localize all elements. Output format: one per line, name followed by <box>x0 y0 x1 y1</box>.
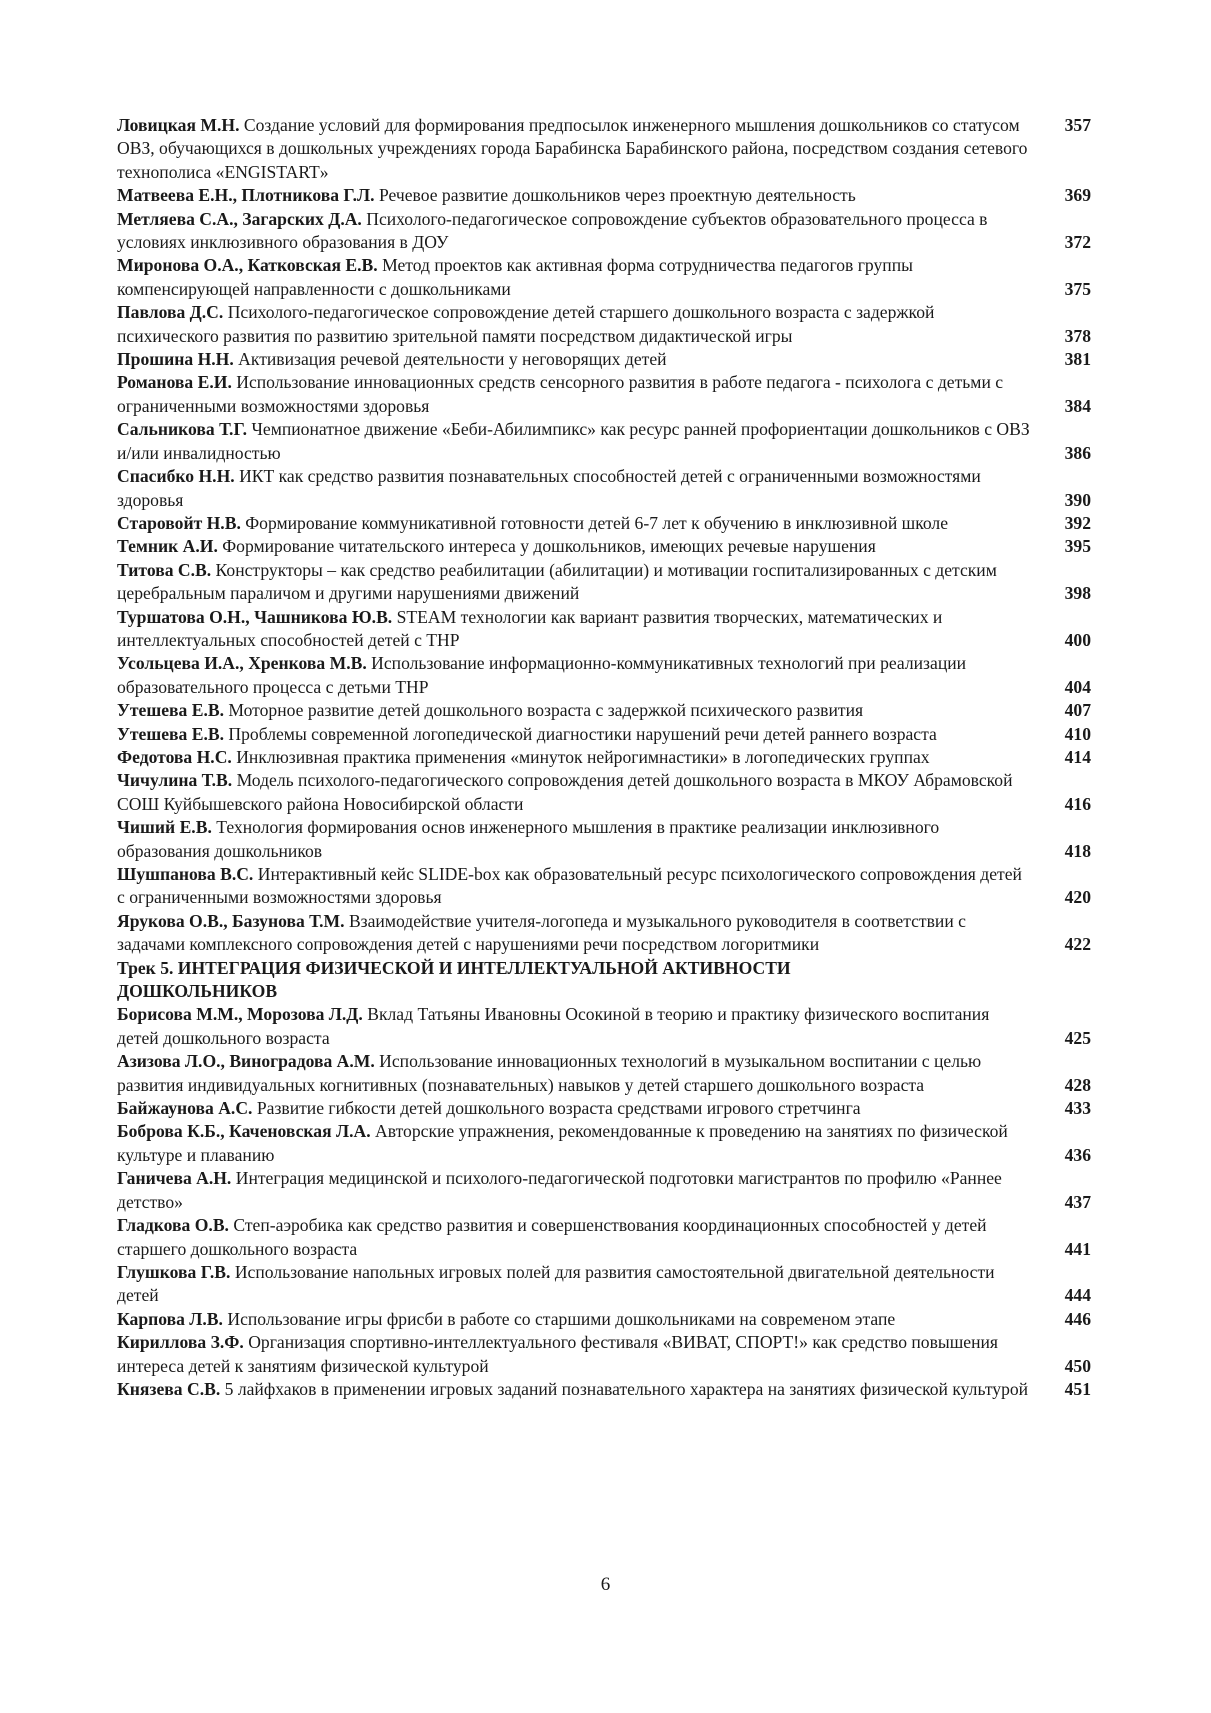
toc-entry-page-number: 425 <box>1064 1027 1091 1048</box>
toc-entry-text <box>117 114 1032 184</box>
toc-entry-text <box>117 301 1032 348</box>
toc-entry-page-number: 375 <box>1064 278 1091 299</box>
toc-entry-authors: Байжаунова А.С. <box>117 1098 253 1119</box>
toc-entry-page-number: 395 <box>1064 536 1091 557</box>
toc-entry-page-number: 441 <box>1064 1238 1091 1259</box>
toc-entry-text <box>117 746 1032 769</box>
toc-entry-authors: Глушкова Г.В. <box>117 1261 231 1282</box>
toc-entry <box>117 746 1091 769</box>
toc-entry-text <box>117 606 1032 653</box>
toc-entry-authors: Федотова Н.С. <box>117 746 232 767</box>
toc-entry-title: Формирование читательского интереса у дошкольников, имеющих речевые нарушения <box>222 536 876 557</box>
toc-entry-authors: Ловицкая М.Н. <box>117 115 240 135</box>
toc-entry-page-number: 451 <box>1064 1378 1091 1399</box>
toc-entry-page-number: 384 <box>1064 395 1091 416</box>
toc-entry-text <box>117 863 1032 910</box>
toc-entry-text <box>117 1378 1032 1401</box>
toc-entry-authors: Темник А.И. <box>117 536 218 557</box>
toc-entry <box>117 1308 1091 1331</box>
toc-entry-page-number: 444 <box>1064 1285 1091 1306</box>
toc-entry-text <box>117 1050 1032 1097</box>
toc-entry-text <box>117 559 1032 606</box>
toc-entry-authors: Старовойт Н.В. <box>117 512 241 533</box>
toc-entry <box>117 1261 1091 1308</box>
toc-entry-text <box>117 418 1032 465</box>
toc-entry-text <box>117 910 1032 957</box>
toc-entry-page-number: 422 <box>1064 934 1091 955</box>
toc-entry <box>117 208 1091 255</box>
toc-entry-page-number: 390 <box>1064 489 1091 510</box>
toc-entry-text <box>117 1331 1032 1378</box>
toc-entry <box>117 863 1091 910</box>
toc-entry-title: Конструкторы – как средство реабилитации (абилитации) и мотивации госпитализированных с детским церебральным параличом и другими нарушениями движений <box>117 559 997 604</box>
toc-entry-authors: Титова С.В. <box>117 559 212 580</box>
toc-entry-text <box>117 1003 1032 1050</box>
toc-entry <box>117 606 1091 653</box>
toc-entry-title: Чемпионатное движение «Беби-Абилимпикс» как ресурс ранней профориентации дошкольников с ОВЗ и/или инвалидностью <box>117 419 1030 463</box>
toc-entry-authors: Гладкова О.В. <box>117 1215 229 1236</box>
toc-entry-authors: Метляева С.А., Загарских Д.А. <box>117 208 362 229</box>
toc-entry <box>117 301 1091 348</box>
toc-entry-title: Моторное развитие детей дошкольного возраста с задержкой психического развития <box>228 700 864 721</box>
toc-entry-authors: Шушпанова В.С. <box>117 864 254 884</box>
toc-entry-text <box>117 184 1032 207</box>
toc-entry-title: Метод проектов как активная форма сотрудничества педагогов группы компенсирующей направленности с дошкольниками <box>117 255 913 299</box>
toc-entry-title: Создание условий для формирования предпосылок инженерного мышления дошкольников со статусом ОВЗ, обучающихся в дошкольных учреждениях города Барабинска Барабинского района, посредством создания сетевого технополиса «ENGISTART» <box>117 115 1028 182</box>
toc-entry-text <box>117 816 1032 863</box>
toc-entry-text <box>117 512 1032 535</box>
toc-entry <box>117 418 1091 465</box>
toc-entry-page-number: 398 <box>1064 583 1091 604</box>
toc-entry-title: Степ-аэробика как средство развития и совершенствования координационных способностей у детей старшего дошкольного возраста <box>117 1215 987 1259</box>
toc-entry-title: Вклад Татьяны Ивановны Осокиной в теорию и практику физического воспитания детей дошкольного возраста <box>117 1004 990 1048</box>
toc-entry <box>117 1120 1091 1167</box>
toc-entry <box>117 535 1091 558</box>
toc-entry-title: Психолого-педагогическое сопровождение детей старшего дошкольного возраста с задержкой психического развития по развитию зрительной памяти посредством дидактической игры <box>117 302 935 346</box>
toc-entry-page-number: 428 <box>1064 1074 1091 1095</box>
toc-entry-page-number: 407 <box>1064 700 1091 721</box>
toc-entry-title: Использование игры фрисби в работе со старшими дошкольниками на современом этапе <box>227 1308 896 1329</box>
toc-entry-title: Использование информационно-коммуникативных технологий при реализации образовательного процесса с детьми ТНР <box>117 653 967 697</box>
toc-entries-before <box>117 114 1091 957</box>
toc-entry <box>117 559 1091 606</box>
toc-entry-title: ИКТ как средство развития познавательных способностей детей с ограниченными возможностями здоровья <box>117 466 981 510</box>
toc-entry-text <box>117 1308 1032 1331</box>
toc-entry-text <box>117 1097 1032 1120</box>
toc-entry <box>117 1050 1091 1097</box>
toc-entry-title: Инклюзивная практика применения «минуток нейрогимнастики» в логопедических группах <box>236 746 930 767</box>
toc-entry-page-number: 420 <box>1064 887 1091 908</box>
toc-entry-page-number: 418 <box>1064 840 1091 861</box>
toc-entry-page-number: 450 <box>1064 1355 1091 1376</box>
toc-entry <box>117 1378 1091 1401</box>
toc-entries-after <box>117 1003 1091 1401</box>
toc-entry-authors: Князева С.В. <box>117 1378 221 1399</box>
toc-entry-authors: Чичулина Т.В. <box>117 770 233 791</box>
toc-entry-page-number: 404 <box>1064 676 1091 697</box>
toc-entry <box>117 1331 1091 1378</box>
toc-entry <box>117 1097 1091 1120</box>
toc-entry-authors: Миронова О.А., Катковская Е.В. <box>117 255 378 276</box>
toc-entry-title: Развитие гибкости детей дошкольного возраста средствами игрового стретчинга <box>256 1098 861 1119</box>
toc-entry-page-number: 414 <box>1064 746 1091 767</box>
toc-entry <box>117 114 1091 184</box>
toc-entry <box>117 512 1091 535</box>
toc-entry-page-number: 357 <box>1064 115 1091 135</box>
toc-entry-title: Технология формирования основ инженерного мышления в практике реализации инклюзивного образования дошкольников <box>117 817 940 861</box>
toc-entry-title: Использование напольных игровых полей для развития самостоятельной двигательной деятельности детей <box>117 1261 995 1306</box>
toc-entry-title: Речевое развитие дошкольников через проектную деятельность <box>378 185 856 206</box>
toc-entry <box>117 769 1091 816</box>
toc-entry-text <box>117 535 1032 558</box>
toc-entry-title: 5 лайфхаков в применении игровых заданий познавательного характера на занятиях физической культурой <box>224 1378 1029 1399</box>
toc-entry <box>117 652 1091 699</box>
toc-entry <box>117 1003 1091 1050</box>
toc-entry-authors: Чиший Е.В. <box>117 817 212 838</box>
toc-entry-title: Интерактивный кейс SLIDE-box как образовательный ресурс психологического сопровождения детей с ограниченными возможностями здоровья <box>117 864 1022 908</box>
toc-entry-title: STEAM технологии как вариант развития творческих, математических и интеллектуальных способностей детей с ТНР <box>117 606 943 650</box>
toc-entry <box>117 910 1091 957</box>
toc-entry-text <box>117 348 1032 371</box>
toc-entry-title: Активизация речевой деятельности у неговорящих детей <box>238 349 667 370</box>
toc-entry-text <box>117 371 1032 418</box>
toc-entry-authors: Усольцева И.А., Хренкова М.В. <box>117 653 367 674</box>
toc-entry-authors: Романова Е.И. <box>117 372 232 393</box>
toc-entry-title: Модель психолого-педагогического сопровождения детей дошкольного возраста в МКОУ Абрамовской СОШ Куйбышевского района Новосибирской области <box>117 770 1013 814</box>
toc-entry-title: Психолого-педагогическое сопровождение субъектов образовательного процесса в условиях инклюзивного образования в ДОУ <box>117 208 988 253</box>
toc-entry-authors: Сальникова Т.Г. <box>117 419 248 440</box>
toc-entry <box>117 371 1091 418</box>
toc-entry-page-number: 381 <box>1064 349 1091 370</box>
toc-entry-title: Организация спортивно-интеллектуального фестиваля «ВИВАТ, СПОРТ!» как средство повышения интереса детей к занятиям физической культурой <box>117 1332 999 1376</box>
toc-entry-authors: Павлова Д.С. <box>117 302 224 323</box>
toc-entry <box>117 348 1091 371</box>
toc-entry-authors: Кириллова З.Ф. <box>117 1332 244 1353</box>
page-number: 6 <box>600 1574 611 1595</box>
toc-entry-page-number: 416 <box>1064 793 1091 814</box>
toc-entry-authors: Ярукова О.В., Базунова Т.М. <box>117 910 345 931</box>
table-of-contents <box>117 114 1091 1401</box>
toc-entry-title: Взаимодействие учителя-логопеда и музыкального руководителя в соответствии с задачами комплексного сопровождения детей с нарушениями речи посредством логоритмики <box>117 910 966 955</box>
toc-entry-title: Авторские упражнения, рекомендованные к проведению на занятиях по физической культуре и плаванию <box>117 1121 1008 1165</box>
toc-entry-authors: Утешева Е.В. <box>117 700 224 721</box>
toc-entry-page-number: 372 <box>1064 232 1091 253</box>
toc-entry <box>117 1167 1091 1214</box>
toc-entry-text <box>117 699 1032 722</box>
toc-entry-text <box>117 208 1032 255</box>
toc-entry-authors: Боброва К.Б., Каченовская Л.А. <box>117 1121 371 1142</box>
toc-entry-page-number: 433 <box>1064 1098 1091 1119</box>
toc-entry-title: Интеграция медицинской и психолого-педагогической подготовки магистрантов по профилю «Раннее детство» <box>117 1168 1002 1212</box>
toc-entry <box>117 465 1091 512</box>
toc-entry-text <box>117 254 1032 301</box>
toc-entry <box>117 816 1091 863</box>
toc-entry-title: Формирование коммуникативной готовности детей 6-7 лет к обучению в инклюзивной школе <box>245 512 949 533</box>
toc-entry-authors: Туршатова О.Н., Чашникова Ю.В. <box>117 606 393 627</box>
toc-entry-page-number: 446 <box>1064 1308 1091 1329</box>
toc-entry-text <box>117 1214 1032 1261</box>
toc-entry-page-number: 392 <box>1064 512 1091 533</box>
toc-entry-text <box>117 723 1032 746</box>
toc-entry-authors: Матвеева Е.Н., Плотникова Г.Л. <box>117 185 375 206</box>
section-heading: Трек 5. ИНТЕГРАЦИЯ ФИЗИЧЕСКОЙ И ИНТЕЛЛЕКТУАЛЬНОЙ АКТИВНОСТИ ДОШКОЛЬНИКОВ <box>117 957 791 1002</box>
toc-entry-page-number: 436 <box>1064 1144 1091 1165</box>
toc-entry-page-number: 378 <box>1064 325 1091 346</box>
toc-entry-authors: Ганичева А.Н. <box>117 1168 232 1189</box>
toc-entry-title: Использование инновационных технологий в музыкальном воспитании с целью развития индивидуальных когнитивных (познавательных) навыков у детей старшего дошкольного возраста <box>117 1051 982 1095</box>
toc-entry-authors: Карпова Л.В. <box>117 1308 223 1329</box>
toc-entry-page-number: 369 <box>1064 185 1091 206</box>
toc-entry-text <box>117 1167 1032 1214</box>
toc-entry-page-number: 410 <box>1064 723 1091 744</box>
toc-entry <box>117 184 1091 207</box>
toc-entry-text <box>117 1261 1032 1308</box>
toc-entry-title: Использование инновационных средств сенсорного развития в работе педагога - психолога с детьми с ограниченными возможностями здоровья <box>117 372 1004 416</box>
toc-entry-authors: Борисова М.М., Морозова Л.Д. <box>117 1004 363 1025</box>
toc-entry <box>117 699 1091 722</box>
toc-entry <box>117 254 1091 301</box>
toc-entry-text <box>117 465 1032 512</box>
toc-entry-page-number: 437 <box>1064 1191 1091 1212</box>
toc-entry-authors: Спасибко Н.Н. <box>117 466 235 487</box>
toc-entry-text <box>117 652 1032 699</box>
toc-entry-authors: Утешева Е.В. <box>117 723 224 744</box>
toc-entry-title: Проблемы современной логопедической диагностики нарушений речи детей раннего возраста <box>228 723 937 744</box>
toc-entry-text <box>117 1120 1032 1167</box>
toc-entry <box>117 1214 1091 1261</box>
toc-entry <box>117 723 1091 746</box>
toc-entry-authors: Прошина Н.Н. <box>117 349 234 370</box>
toc-entry-page-number: 400 <box>1064 629 1091 650</box>
toc-entry-text <box>117 769 1032 816</box>
toc-entry-page-number: 386 <box>1064 442 1091 463</box>
toc-entry-authors: Азизова Л.О., Виноградова А.М. <box>117 1051 375 1072</box>
